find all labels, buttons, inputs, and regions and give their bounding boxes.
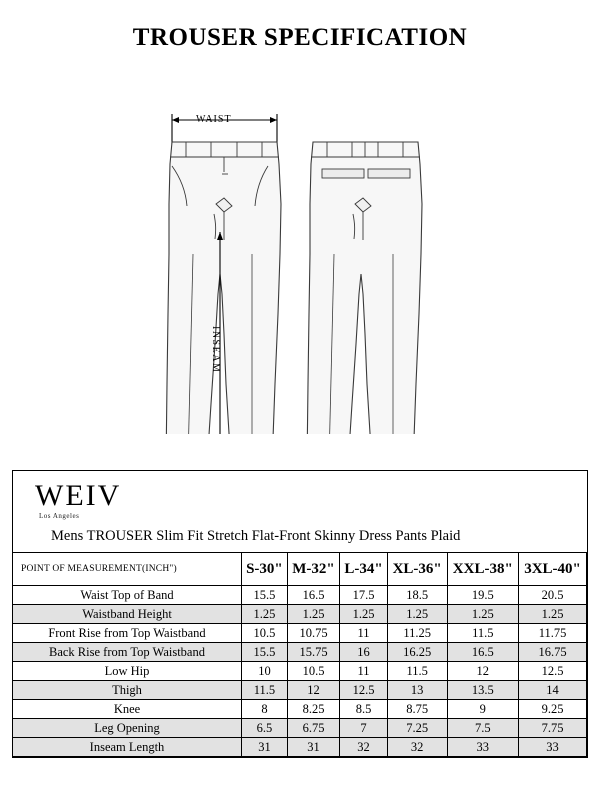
cell: 10.5	[287, 662, 339, 681]
cell: 16.5	[447, 643, 519, 662]
size-chart-box	[12, 470, 588, 758]
back-trouser-outline	[307, 142, 422, 434]
row-label: Inseam Length	[13, 738, 242, 757]
table-header-row	[13, 553, 587, 586]
cell: 33	[519, 738, 587, 757]
brand-name: WEIV	[35, 479, 122, 512]
front-trouser-outline	[166, 142, 281, 434]
cell: 7.25	[387, 719, 447, 738]
spec-sheet-page	[0, 24, 600, 800]
cell: 13	[387, 681, 447, 700]
cell: 12	[447, 662, 519, 681]
size-header-1: M-32"	[287, 553, 339, 586]
pom-header: POINT OF MEASUREMENT(INCH")	[13, 553, 242, 586]
cell: 19.5	[447, 586, 519, 605]
trouser-diagram	[0, 54, 600, 434]
row-label: Waist Top of Band	[13, 586, 242, 605]
size-header-5: 3XL-40"	[519, 553, 587, 586]
table-row	[13, 605, 587, 624]
cell: 20.5	[519, 586, 587, 605]
cell: 33	[447, 738, 519, 757]
cell: 32	[340, 738, 388, 757]
brand-block	[13, 471, 587, 522]
cell: 16	[340, 643, 388, 662]
product-description: Mens TROUSER Slim Fit Stretch Flat-Front Skinny Dress Pants Plaid	[51, 528, 461, 544]
table-row	[13, 681, 587, 700]
cell: 6.75	[287, 719, 339, 738]
cell: 7	[340, 719, 388, 738]
cell: 10.5	[242, 624, 288, 643]
cell: 10	[242, 662, 288, 681]
table-row	[13, 662, 587, 681]
size-header-3: XL-36"	[387, 553, 447, 586]
cell: 15.5	[242, 643, 288, 662]
cell: 8	[242, 700, 288, 719]
cell: 1.25	[242, 605, 288, 624]
cell: 12.5	[340, 681, 388, 700]
table-row	[13, 719, 587, 738]
cell: 11.5	[447, 624, 519, 643]
cell: 11.25	[387, 624, 447, 643]
cell: 9.25	[519, 700, 587, 719]
cell: 16.75	[519, 643, 587, 662]
cell: 11	[340, 624, 388, 643]
cell: 10.75	[287, 624, 339, 643]
table-row	[13, 624, 587, 643]
cell: 12.5	[519, 662, 587, 681]
cell: 14	[519, 681, 587, 700]
cell: 17.5	[340, 586, 388, 605]
cell: 1.25	[340, 605, 388, 624]
cell: 7.75	[519, 719, 587, 738]
waist-label: WAIST	[196, 114, 232, 125]
row-label: Thigh	[13, 681, 242, 700]
table-row	[13, 700, 587, 719]
cell: 11.75	[519, 624, 587, 643]
row-label: Leg Opening	[13, 719, 242, 738]
cell: 18.5	[387, 586, 447, 605]
cell: 1.25	[447, 605, 519, 624]
size-header-2: L-34"	[340, 553, 388, 586]
cell: 11	[340, 662, 388, 681]
cell: 11.5	[387, 662, 447, 681]
cell: 9	[447, 700, 519, 719]
row-label: Front Rise from Top Waistband	[13, 624, 242, 643]
inseam-label: INSEAM	[210, 326, 221, 374]
size-chart-table	[13, 552, 587, 757]
cell: 15.5	[242, 586, 288, 605]
cell: 16.5	[287, 586, 339, 605]
cell: 31	[242, 738, 288, 757]
cell: 11.5	[242, 681, 288, 700]
cell: 13.5	[447, 681, 519, 700]
size-header-4: XXL-38"	[447, 553, 519, 586]
brand-tagline: Los Angeles	[39, 512, 80, 520]
row-label: Back Rise from Top Waistband	[13, 643, 242, 662]
table-row	[13, 738, 587, 757]
cell: 1.25	[387, 605, 447, 624]
table-row	[13, 643, 587, 662]
row-label: Low Hip	[13, 662, 242, 681]
cell: 15.75	[287, 643, 339, 662]
cell: 12	[287, 681, 339, 700]
page-title: TROUSER SPECIFICATION	[132, 24, 468, 51]
cell: 1.25	[287, 605, 339, 624]
cell: 1.25	[519, 605, 587, 624]
cell: 7.5	[447, 719, 519, 738]
row-label: Knee	[13, 700, 242, 719]
size-header-0: S-30"	[242, 553, 288, 586]
row-label: Waistband Height	[13, 605, 242, 624]
cell: 8.5	[340, 700, 388, 719]
cell: 6.5	[242, 719, 288, 738]
cell: 32	[387, 738, 447, 757]
cell: 8.25	[287, 700, 339, 719]
table-row	[13, 586, 587, 605]
cell: 16.25	[387, 643, 447, 662]
cell: 31	[287, 738, 339, 757]
cell: 8.75	[387, 700, 447, 719]
